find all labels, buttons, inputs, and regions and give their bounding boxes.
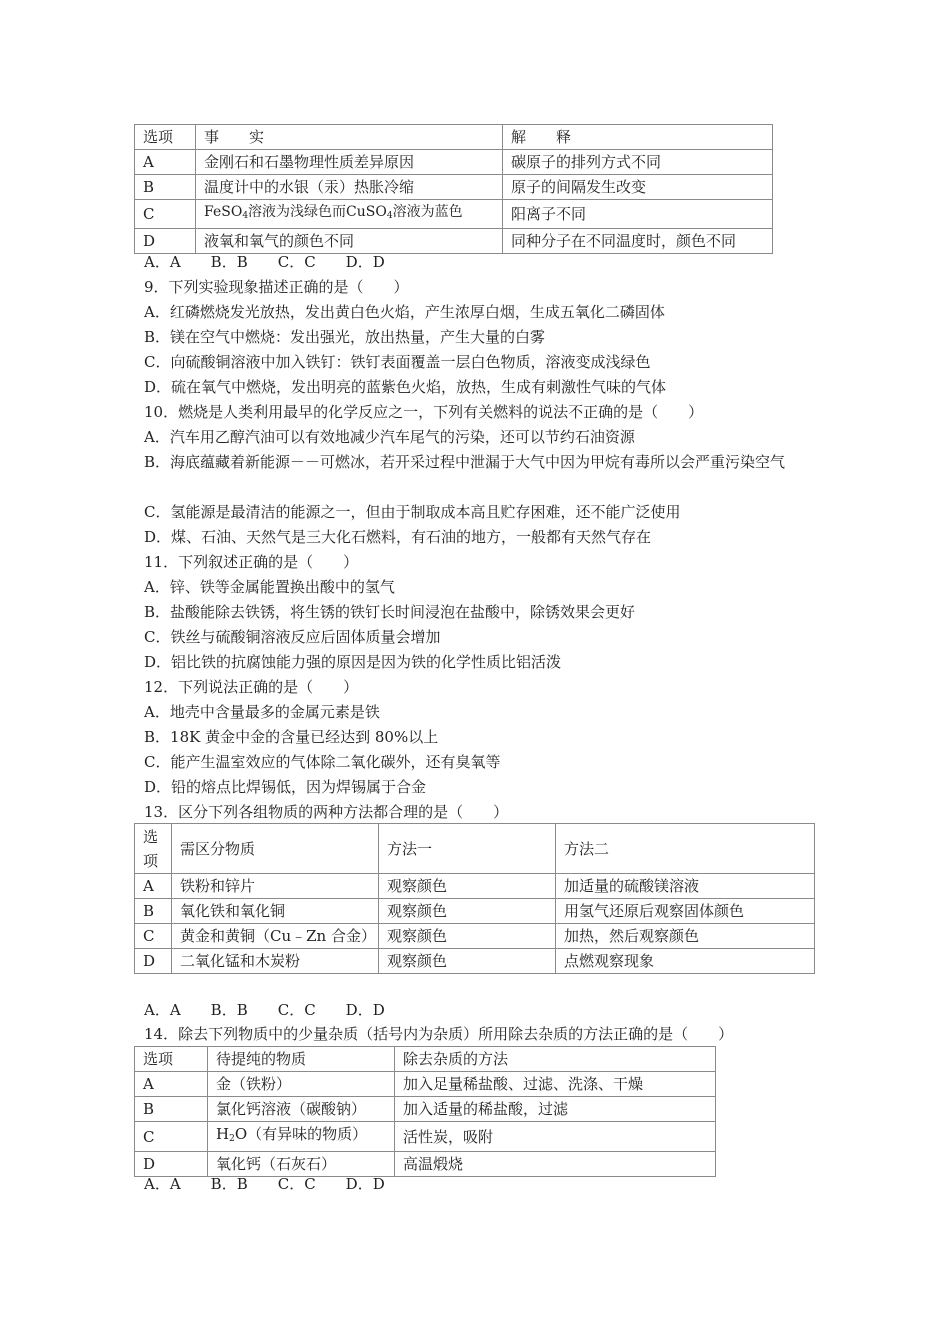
q12-option-a: A．地壳中含量最多的金属元素是铁	[144, 703, 380, 721]
table-cell: 温度计中的水银（汞）热胀冷缩	[196, 175, 503, 200]
table-cell: 黄金和黄铜（Cu﹣Zn 合金）	[172, 924, 379, 949]
table-header-cell: 除去杂质的方法	[395, 1047, 716, 1072]
table-cell: 观察颜色	[379, 924, 556, 949]
q9-stem: 9．下列实验现象描述正确的是（ ）	[144, 278, 409, 296]
table-cell: 观察颜色	[379, 874, 556, 899]
table-row	[135, 1072, 716, 1097]
table-cell: 金（铁粉）	[208, 1072, 395, 1097]
table-row	[135, 924, 815, 949]
table-header-row	[135, 1047, 716, 1072]
table-header-cell: 待提纯的物质	[208, 1047, 395, 1072]
q10-option-a: A．汽车用乙醇汽油可以有效地减少汽车尾气的污染，还可以节约石油资源	[144, 428, 635, 446]
table-cell: FeSO$_4$溶液为浅绿色而CuSO$_4$溶液为蓝色	[196, 200, 503, 229]
table-cell: A	[135, 874, 172, 899]
table-header-cell: 事 实	[196, 125, 503, 150]
table-header-cell: 解 释	[503, 125, 773, 150]
table-row	[135, 175, 773, 200]
q10-option-c: C．氢能源是最清洁的能源之一，但由于制取成本高且贮存困难，还不能广泛使用	[144, 503, 681, 521]
table-cell: 氯化钙溶液（碳酸钠）	[208, 1097, 395, 1122]
table-row	[135, 150, 773, 175]
table-cell: D	[135, 229, 196, 254]
table-cell: 活性炭，吸附	[395, 1122, 716, 1152]
q11-option-a: A．锌、铁等金属能置换出酸中的氢气	[144, 578, 395, 596]
q8-table	[134, 124, 773, 254]
table-cell: C	[135, 1122, 208, 1152]
table-cell: 二氧化锰和木炭粉	[172, 949, 379, 974]
q11-stem: 11．下列叙述正确的是（ ）	[144, 553, 359, 571]
table-cell: 加热，然后观察颜色	[556, 924, 815, 949]
q13-answer-options: A．A B．B C．C D．D	[144, 1001, 385, 1019]
q12-option-c: C．能产生温室效应的气体除二氧化碳外，还有臭氧等	[144, 753, 501, 771]
table-cell: C	[135, 924, 172, 949]
q10-option-d: D．煤、石油、天然气是三大化石燃料，有石油的地方，一般都有天然气存在	[144, 528, 652, 546]
table-cell: 点燃观察现象	[556, 949, 815, 974]
table-cell: 加入适量的稀盐酸，过滤	[395, 1097, 716, 1122]
q13-stem: 13．区分下列各组物质的两种方法都合理的是（ ）	[144, 803, 509, 821]
table-header-cell: 选项	[135, 125, 196, 150]
table-cell: 原子的间隔发生改变	[503, 175, 773, 200]
q11-option-b: B．盐酸能除去铁锈，将生锈的铁钉长时间浸泡在盐酸中，除锈效果会更好	[144, 603, 636, 621]
table-cell: 高温煅烧	[395, 1152, 716, 1177]
table-cell: A	[135, 1072, 208, 1097]
table-cell: 金刚石和石墨物理性质差异原因	[196, 150, 503, 175]
table-header-cell: 选项	[135, 824, 172, 874]
q12-option-d: D．铅的熔点比焊锡低，因为焊锡属于合金	[144, 778, 427, 796]
table-cell: 同种分子在不同温度时，颜色不同	[503, 229, 773, 254]
table-cell: D	[135, 949, 172, 974]
table-cell: 阳离子不同	[503, 200, 773, 229]
table-cell: $H_2O$（有异味的物质）	[208, 1122, 395, 1152]
table-row	[135, 949, 815, 974]
q11-option-d: D．铝比铁的抗腐蚀能力强的原因是因为铁的化学性质比铝活泼	[144, 653, 562, 671]
table-cell: C	[135, 200, 196, 229]
table-header-cell: 选项	[135, 1047, 208, 1072]
table-row	[135, 200, 773, 229]
table-cell: B	[135, 175, 196, 200]
table-cell: 氧化铁和氧化铜	[172, 899, 379, 924]
table-row	[135, 1122, 716, 1152]
table-cell: 铁粉和锌片	[172, 874, 379, 899]
q9-option-c: C．向硫酸铜溶液中加入铁钉：铁钉表面覆盖一层白色物质，溶液变成浅绿色	[144, 353, 651, 371]
q10-option-b: B．海底蕴藏着新能源－－可燃冰，若开采过程中泄漏于大气中因为甲烷有毒所以会严重污染空气	[144, 453, 786, 471]
q9-option-b: B．镁在空气中燃烧：发出强光，放出热量，产生大量的白雾	[144, 328, 546, 346]
table-header-row	[135, 824, 815, 874]
table-cell: A	[135, 150, 196, 175]
table-row	[135, 1097, 716, 1122]
table-header-row	[135, 125, 773, 150]
q12-option-b: B．18K 黄金中金的含量已经达到 80%以上	[144, 728, 439, 746]
table-cell: 碳原子的排列方式不同	[503, 150, 773, 175]
q14-table	[134, 1046, 716, 1177]
table-cell: 氧化钙（石灰石）	[208, 1152, 395, 1177]
table-row	[135, 899, 815, 924]
q14-answer-options: A．A B．B C．C D．D	[144, 1175, 385, 1193]
table-header-cell: 需区分物质	[172, 824, 379, 874]
table-header-cell: 方法二	[556, 824, 815, 874]
q13-table	[134, 823, 815, 974]
q9-option-d: D．硫在氧气中燃烧，发出明亮的蓝紫色火焰，放热，生成有刺激性气味的气体	[144, 378, 667, 396]
table-cell: 液氧和氧气的颜色不同	[196, 229, 503, 254]
table-cell: D	[135, 1152, 208, 1177]
table-cell: 观察颜色	[379, 949, 556, 974]
table-cell: 观察颜色	[379, 899, 556, 924]
table-header-cell: 方法一	[379, 824, 556, 874]
q9-option-a: A．红磷燃烧发光放热，发出黄白色火焰，产生浓厚白烟，生成五氧化二磷固体	[144, 303, 665, 321]
q12-stem: 12．下列说法正确的是（ ）	[144, 678, 359, 696]
table-row	[135, 874, 815, 899]
q11-option-c: C．铁丝与硫酸铜溶液反应后固体质量会增加	[144, 628, 441, 646]
table-cell: 加适量的硫酸镁溶液	[556, 874, 815, 899]
table-cell: 用氢气还原后观察固体颜色	[556, 899, 815, 924]
q10-stem: 10．燃烧是人类利用最早的化学反应之一，下列有关燃料的说法不正确的是（ ）	[144, 403, 704, 421]
table-cell: 加入足量稀盐酸、过滤、洗涤、干燥	[395, 1072, 716, 1097]
table-cell: B	[135, 1097, 208, 1122]
table-cell: B	[135, 899, 172, 924]
q8-answer-options: A．A B．B C．C D．D	[144, 253, 385, 271]
q14-stem: 14．除去下列物质中的少量杂质（括号内为杂质）所用除去杂质的方法正确的是（ ）	[144, 1025, 734, 1043]
